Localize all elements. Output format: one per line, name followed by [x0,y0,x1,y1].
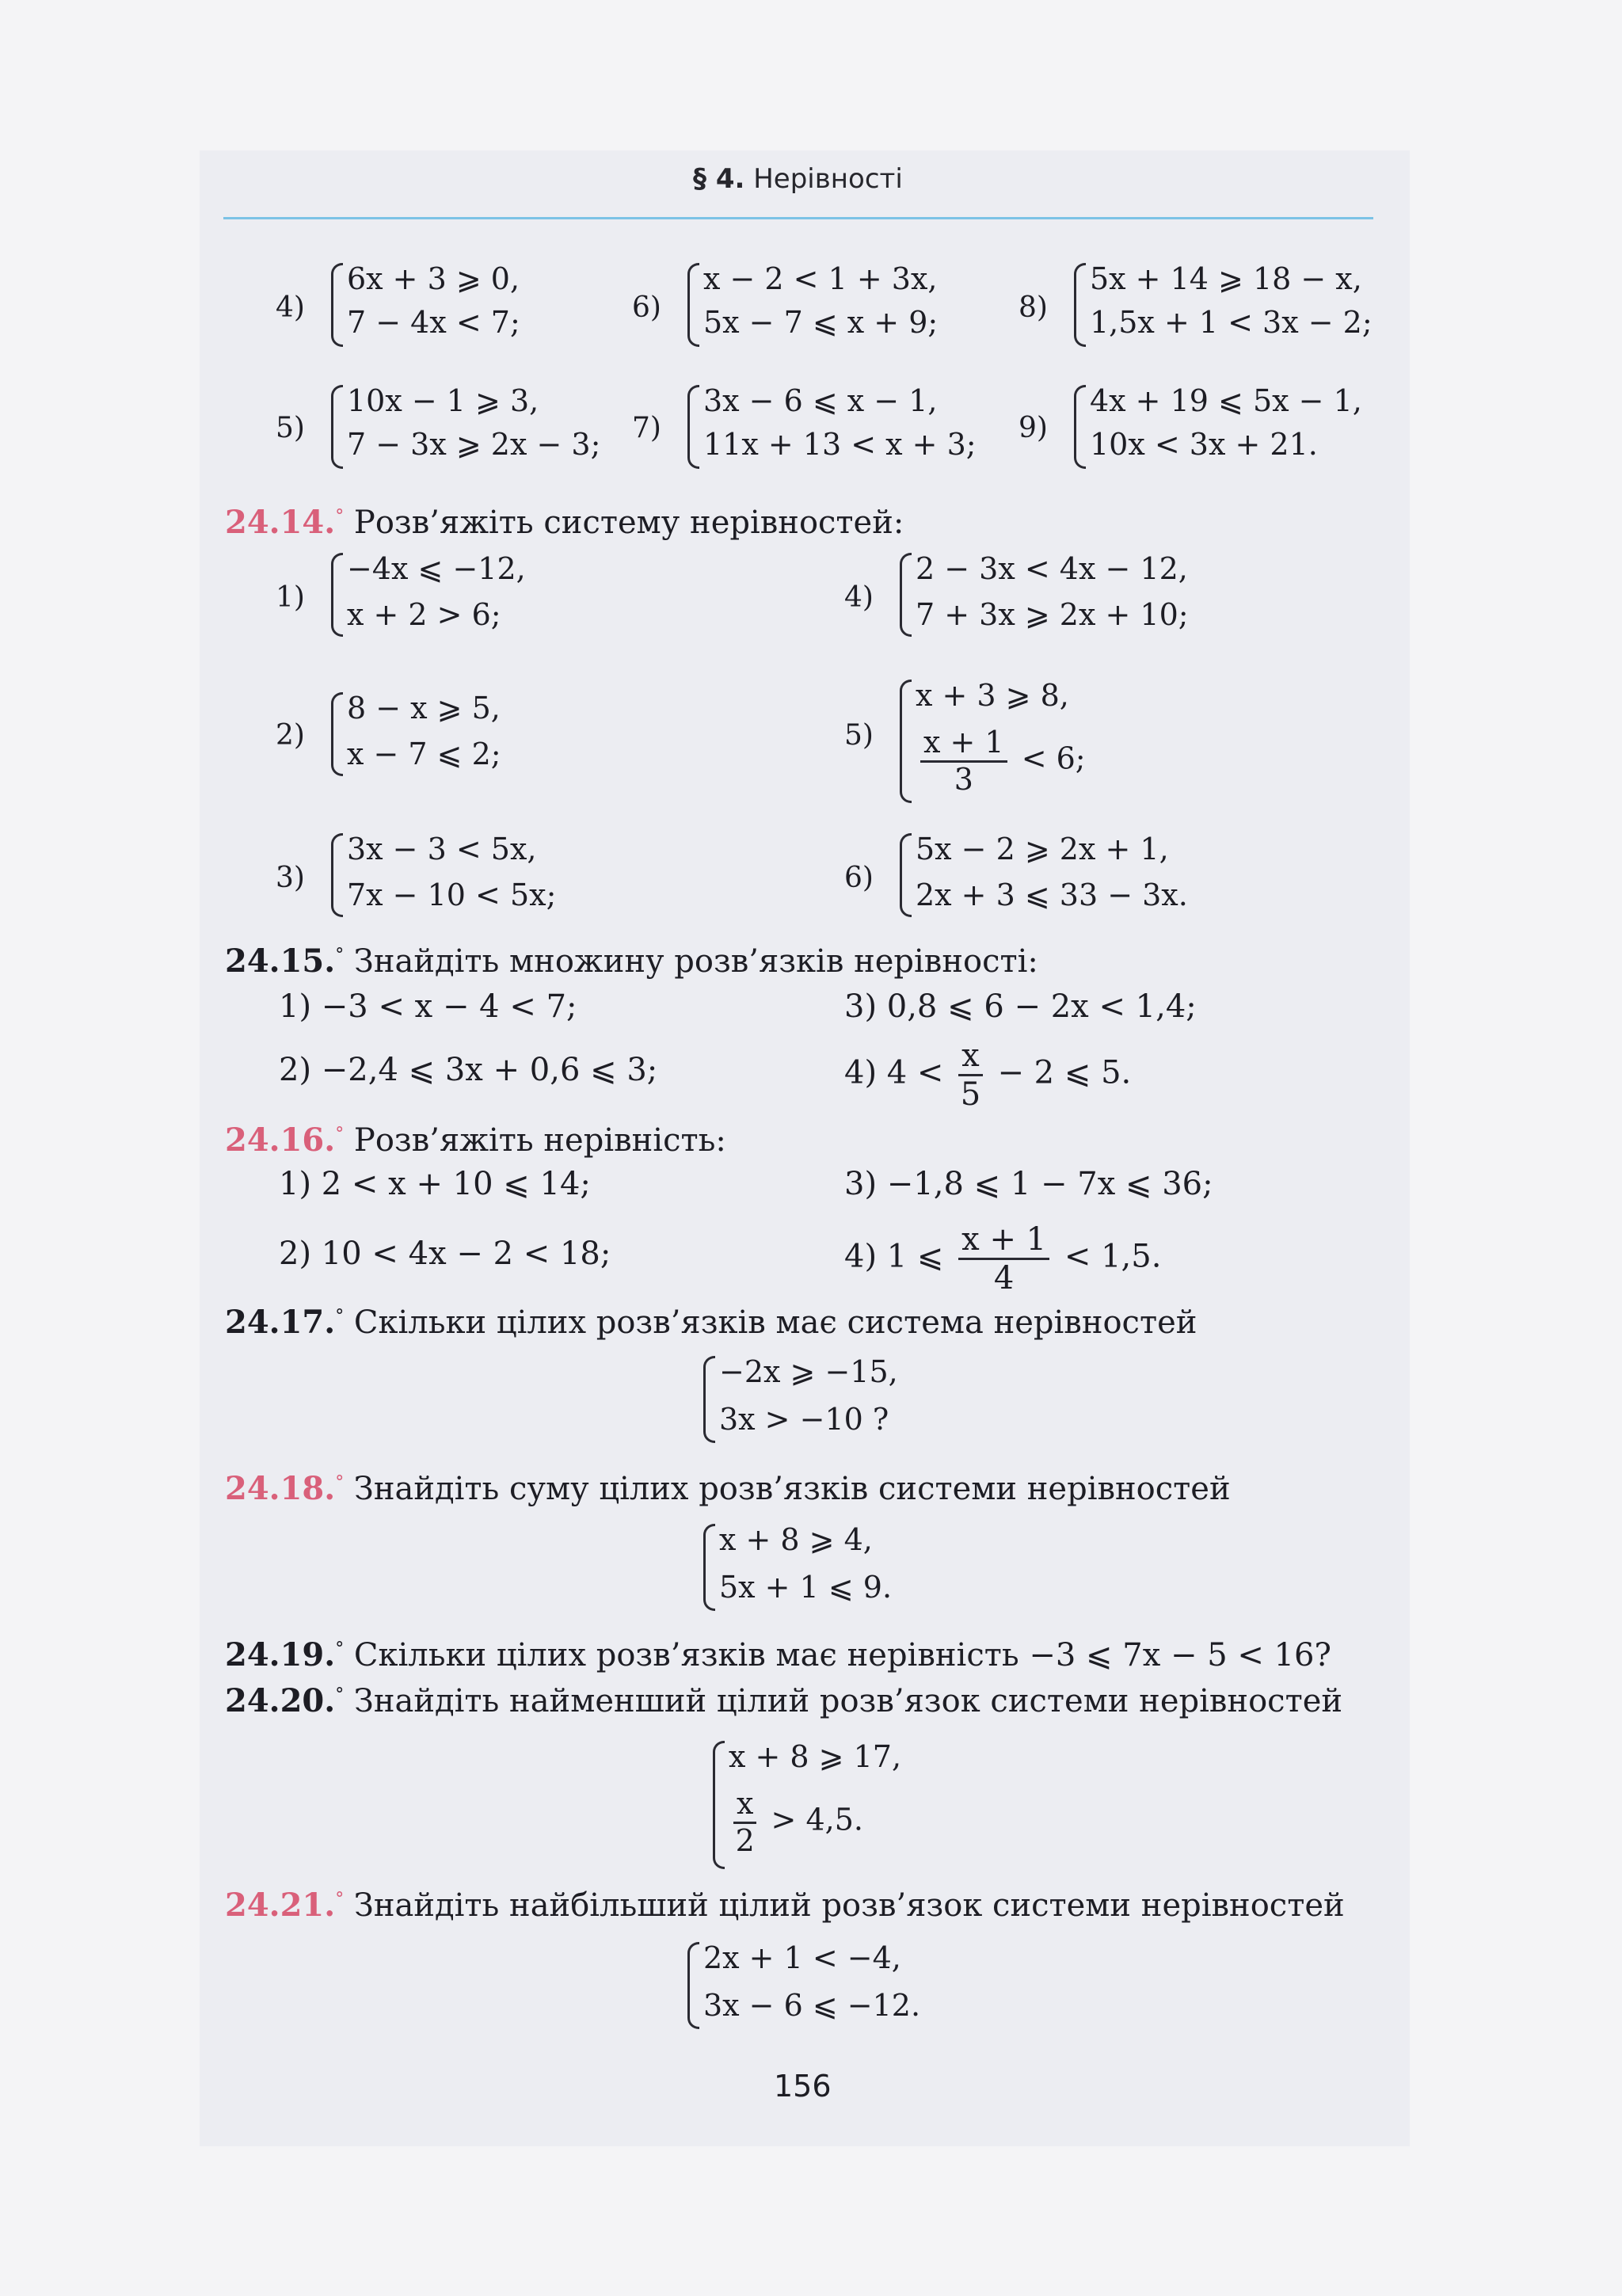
system-line: −4x ⩽ −12, [347,551,526,586]
fraction [920,725,1007,797]
system-brace [687,263,699,347]
item-label: 3) [276,862,305,894]
task-item-prefix: 4) 1 ⩽ [844,1238,944,1275]
system-brace [331,385,343,469]
system-line: x − 7 ⩽ 2; [347,737,501,771]
degree-mark: ° [335,1306,345,1327]
task-text: Знайдіть найменший цілий розв’язок системи нерівностей [353,1683,1343,1719]
fraction-numerator: x + 1 [958,1221,1049,1260]
system-line: 11x + 13 < x + 3; [703,427,977,462]
system-line: 2 − 3x < 4x − 12, [916,551,1188,586]
system-line: 7x − 10 < 5x; [347,878,557,912]
system-line: x + 8 ⩾ 17, [729,1739,902,1774]
system-line: 2x + 1 < −4, [703,1940,901,1975]
task-number: 24.15. [225,942,336,980]
fraction-numerator: x [733,1787,756,1824]
system-line: 3x − 3 < 5x, [347,832,537,866]
degree-mark: ° [335,1124,345,1144]
task-number: 24.21. [225,1887,336,1924]
item-label: 6) [632,291,661,324]
system-line: −2x ⩾ −15, [719,1354,898,1389]
system-brace [1074,385,1086,469]
task-item-fraction [844,1221,1161,1296]
system-brace [713,1741,725,1869]
system-brace [900,680,912,803]
item-label: 1) [276,581,305,614]
task-24-17-heading [225,1304,1197,1341]
system-line: 7 + 3x ⩾ 2x + 10; [916,597,1189,632]
task-24-21-heading [225,1887,1345,1924]
fraction [958,1038,983,1113]
item-label: 8) [1019,291,1048,324]
task-item-fraction [844,1038,1131,1113]
system-line: x + 3 ⩾ 8, [916,678,1069,713]
task-text: Розв’яжіть систему нерівностей: [353,505,904,541]
system-line: 1,5x + 1 < 3x − 2; [1090,305,1373,340]
task-number: 24.20. [225,1682,336,1719]
task-item: 1) −3 < x − 4 < 7; [279,988,577,1025]
system-brace [703,1356,715,1443]
system-brace [900,833,912,917]
task-24-20-heading [225,1682,1342,1719]
fraction-numerator: x [958,1038,983,1076]
system-brace [900,553,912,637]
task-item: 1) 2 < x + 10 ⩽ 14; [279,1166,591,1202]
fraction-denominator: 3 [954,761,973,797]
system-brace [687,385,699,469]
degree-mark: ° [335,945,345,965]
system-line: 5x − 2 ⩾ 2x + 1, [916,832,1169,866]
task-number: 24.19. [225,1636,336,1673]
task-24-14-heading [225,504,904,541]
running-header [693,163,903,195]
fraction-numerator: x + 1 [920,725,1007,763]
system-line: 5x − 7 ⩽ x + 9; [703,305,939,340]
system-brace [703,1524,715,1611]
task-item: 2) 10 < 4x − 2 < 18; [279,1236,611,1272]
system-line: 4x + 19 ⩽ 5x − 1, [1090,383,1362,418]
task-24-15-heading [225,942,1038,980]
system-line: x − 2 < 1 + 3x, [703,261,938,296]
system-line-rest: > 4,5. [771,1802,863,1837]
degree-mark: ° [335,506,345,527]
task-number: 24.17. [225,1304,336,1341]
task-24-18-heading [225,1470,1231,1507]
system-line: 7 − 3x ⩾ 2x − 3; [347,427,601,462]
system-brace [687,1942,699,2029]
item-label: 9) [1019,412,1048,444]
system-line: 3x > −10 ? [719,1402,889,1437]
item-label: 6) [844,862,874,894]
section-number: § 4. [693,163,745,195]
system-line: 10x < 3x + 21. [1090,427,1318,462]
task-24-19-heading [225,1636,1331,1673]
system-line: 3x − 6 ⩽ x − 1, [703,383,938,418]
system-line: x + 8 ⩾ 4, [719,1522,873,1557]
system-line: 2x + 3 ⩽ 33 − 3x. [916,878,1188,912]
fraction [958,1221,1049,1296]
system-line-fraction [916,725,1086,797]
item-label: 7) [632,412,661,444]
task-item-suffix: − 2 ⩽ 5. [997,1054,1132,1091]
task-text: Знайдіть множину розв’язків нерівності: [353,943,1038,980]
system-line: 8 − x ⩾ 5, [347,691,501,725]
item-label: 5) [276,412,305,444]
system-line: 5x + 14 ⩾ 18 − x, [1090,261,1362,296]
fraction-denominator: 4 [993,1260,1015,1296]
system-line: 3x − 6 ⩽ −12. [703,1988,921,2023]
system-line: 7 − 4x < 7; [347,305,520,340]
page-number: 156 [774,2069,832,2104]
system-line: 10x − 1 ⩾ 3, [347,383,539,418]
task-number: 24.14. [225,504,336,541]
task-item: 2) −2,4 ⩽ 3x + 0,6 ⩽ 3; [279,1052,658,1088]
task-24-16-heading [225,1121,726,1159]
system-brace [331,692,343,776]
degree-mark: ° [335,1889,345,1910]
item-label: 5) [844,719,874,752]
system-line: x + 2 > 6; [347,597,501,632]
fraction-denominator: 5 [960,1076,981,1113]
system-brace [331,833,343,917]
degree-mark: ° [335,1472,345,1493]
header-rule [223,217,1373,219]
section-title: Нерівності [753,163,903,195]
task-item-suffix: < 1,5. [1064,1238,1162,1275]
task-text: Знайдіть найбільший цілий розв’язок системи нерівностей [353,1887,1345,1924]
fraction [733,1787,756,1858]
item-label: 4) [276,291,305,324]
item-label: 2) [276,719,305,752]
task-number: 24.16. [225,1121,336,1159]
item-label: 4) [844,581,874,614]
fraction-denominator: 2 [735,1822,755,1858]
system-line: 5x + 1 ⩽ 9. [719,1570,893,1605]
task-item: 3) −1,8 ⩽ 1 − 7x ⩽ 36; [844,1166,1213,1202]
degree-mark: ° [335,1685,345,1705]
task-item-prefix: 4) 4 < [844,1054,944,1091]
task-text: Скільки цілих розв’язків має система нерівностей [353,1304,1197,1341]
degree-mark: ° [335,1639,345,1659]
task-item: 3) 0,8 ⩽ 6 − 2x < 1,4; [844,988,1197,1025]
system-brace [331,263,343,347]
system-line-rest: < 6; [1021,741,1086,776]
system-brace [331,553,343,637]
task-text: Знайдіть суму цілих розв’язків системи нерівностей [353,1471,1231,1507]
system-brace [1074,263,1086,347]
task-number: 24.18. [225,1470,336,1507]
system-line: 6x + 3 ⩾ 0, [347,261,520,296]
system-line-fraction [729,1787,863,1858]
task-text: Розв’яжіть нерівність: [353,1122,726,1159]
task-text: Скільки цілих розв’язків має нерівність −3 ⩽ 7x − 5 < 16? [353,1637,1331,1673]
